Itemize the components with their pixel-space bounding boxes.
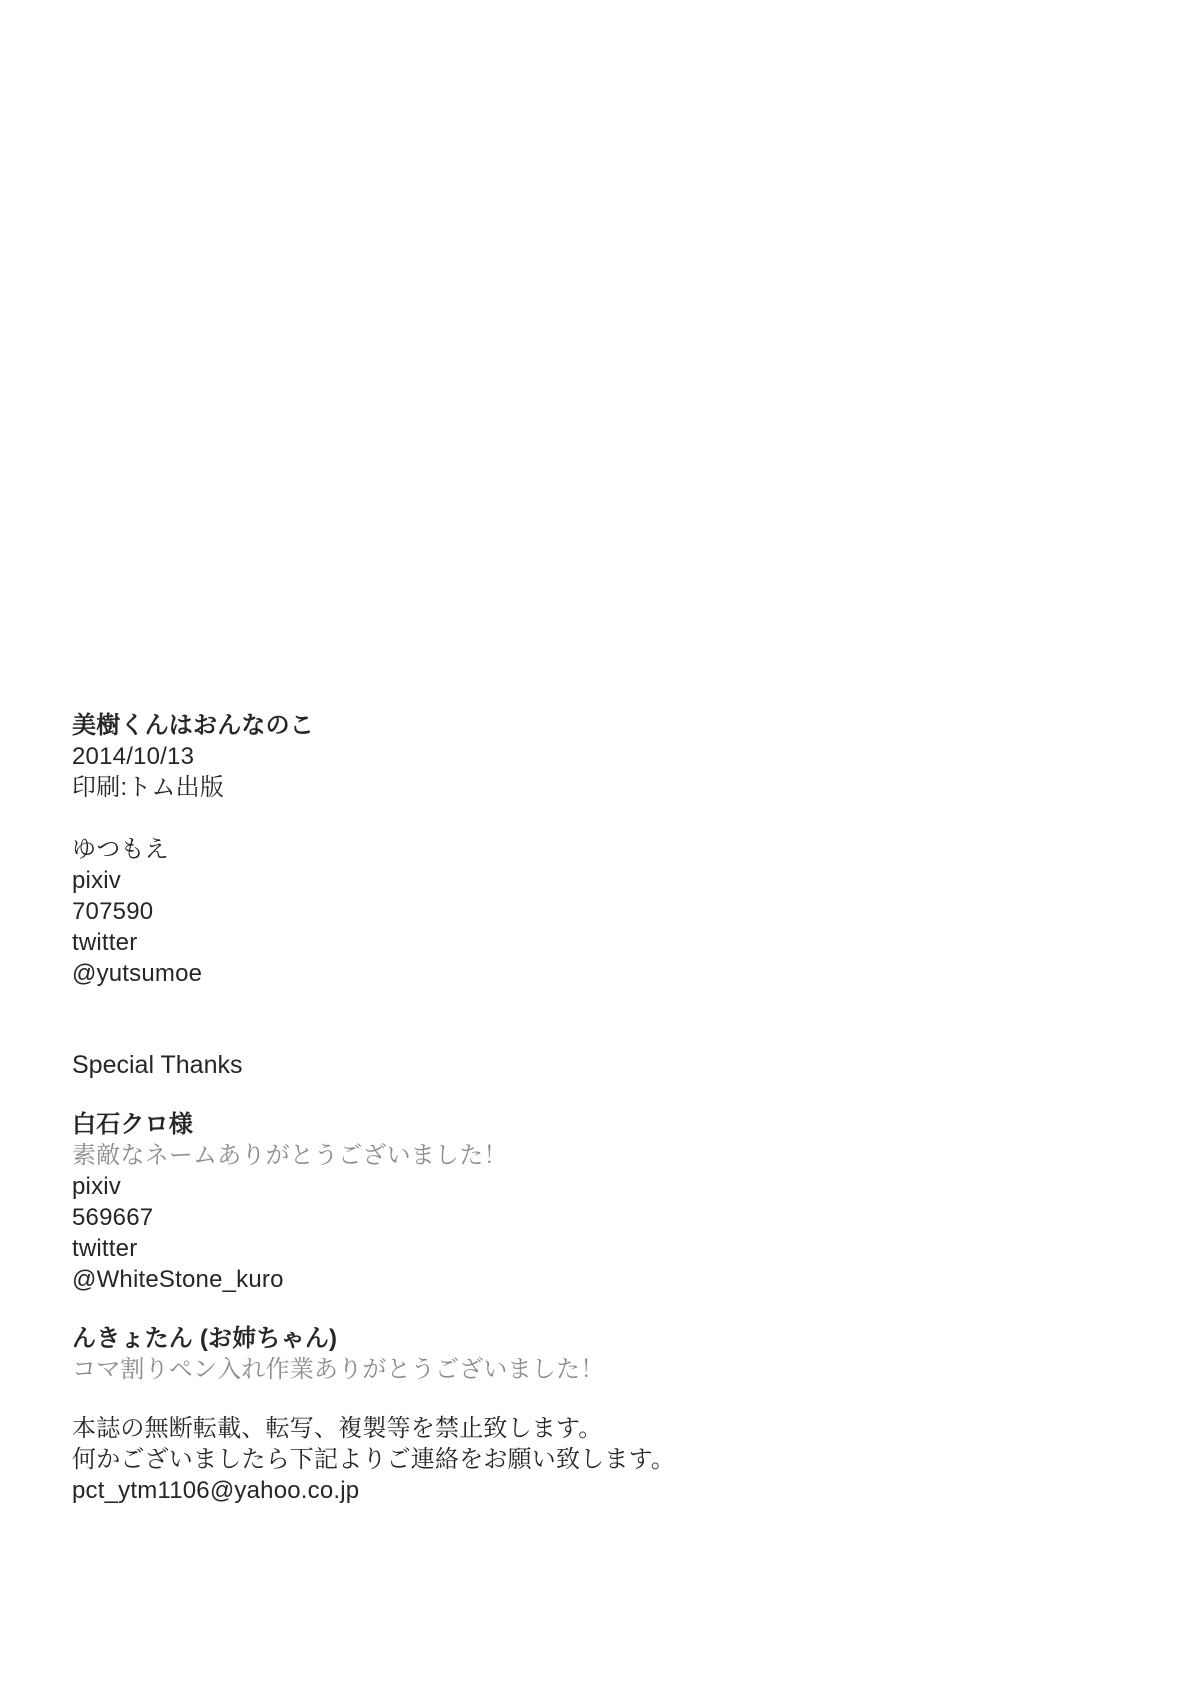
circle-pixiv-id: 707590 — [72, 898, 154, 925]
work-title: 美樹くんはおんなのこ — [72, 712, 314, 739]
credit-1-pixiv-id: 569667 — [72, 1204, 154, 1231]
circle-pixiv-label: pixiv — [72, 867, 122, 894]
credit-1-note: 素敵なネームありがとうございました！ — [72, 1142, 508, 1169]
spacer-5 — [72, 1385, 932, 1413]
spacer-1 — [72, 803, 932, 834]
contact-email: pct_ytm1106@yahoo.co.jp — [72, 1477, 360, 1504]
work-info — [72, 710, 932, 803]
credit-2-name: んきょたん (お姉ちゃん) — [72, 1325, 338, 1352]
circle-twitter-label: twitter — [72, 929, 138, 956]
credit-1-twitter-handle: @WhiteStone_kuro — [72, 1266, 284, 1293]
notice-block — [72, 1413, 932, 1506]
notice-line-2: 何かございましたら下記よりご連絡をお願い致します。 — [72, 1446, 676, 1473]
spacer-2 — [72, 989, 932, 1049]
notice-line-1: 本誌の無断転載、転写、複製等を禁止致します。 — [72, 1415, 603, 1442]
spacer-3 — [72, 1081, 932, 1109]
credit-2-note: コマ割りペン入れ作業ありがとうございました！ — [72, 1356, 605, 1383]
circle-name: ゆつもえ — [72, 836, 169, 863]
circle-twitter-handle: @yutsumoe — [72, 960, 203, 987]
credit-1-twitter-label: twitter — [72, 1235, 138, 1262]
credit-1-pixiv-label: pixiv — [72, 1173, 122, 1200]
credit-1-name: 白石クロ様 — [72, 1111, 193, 1138]
work-printing: 印刷:トム出版 — [72, 774, 225, 801]
colophon-block — [72, 710, 932, 1506]
work-date: 2014/10/13 — [72, 743, 195, 770]
circle-info — [72, 834, 932, 989]
spacer-4 — [72, 1295, 932, 1323]
special-thanks-section — [72, 1049, 932, 1385]
credit-item-1 — [72, 1109, 932, 1295]
special-thanks-heading: Special Thanks — [72, 1051, 243, 1079]
credit-item-2 — [72, 1323, 932, 1385]
